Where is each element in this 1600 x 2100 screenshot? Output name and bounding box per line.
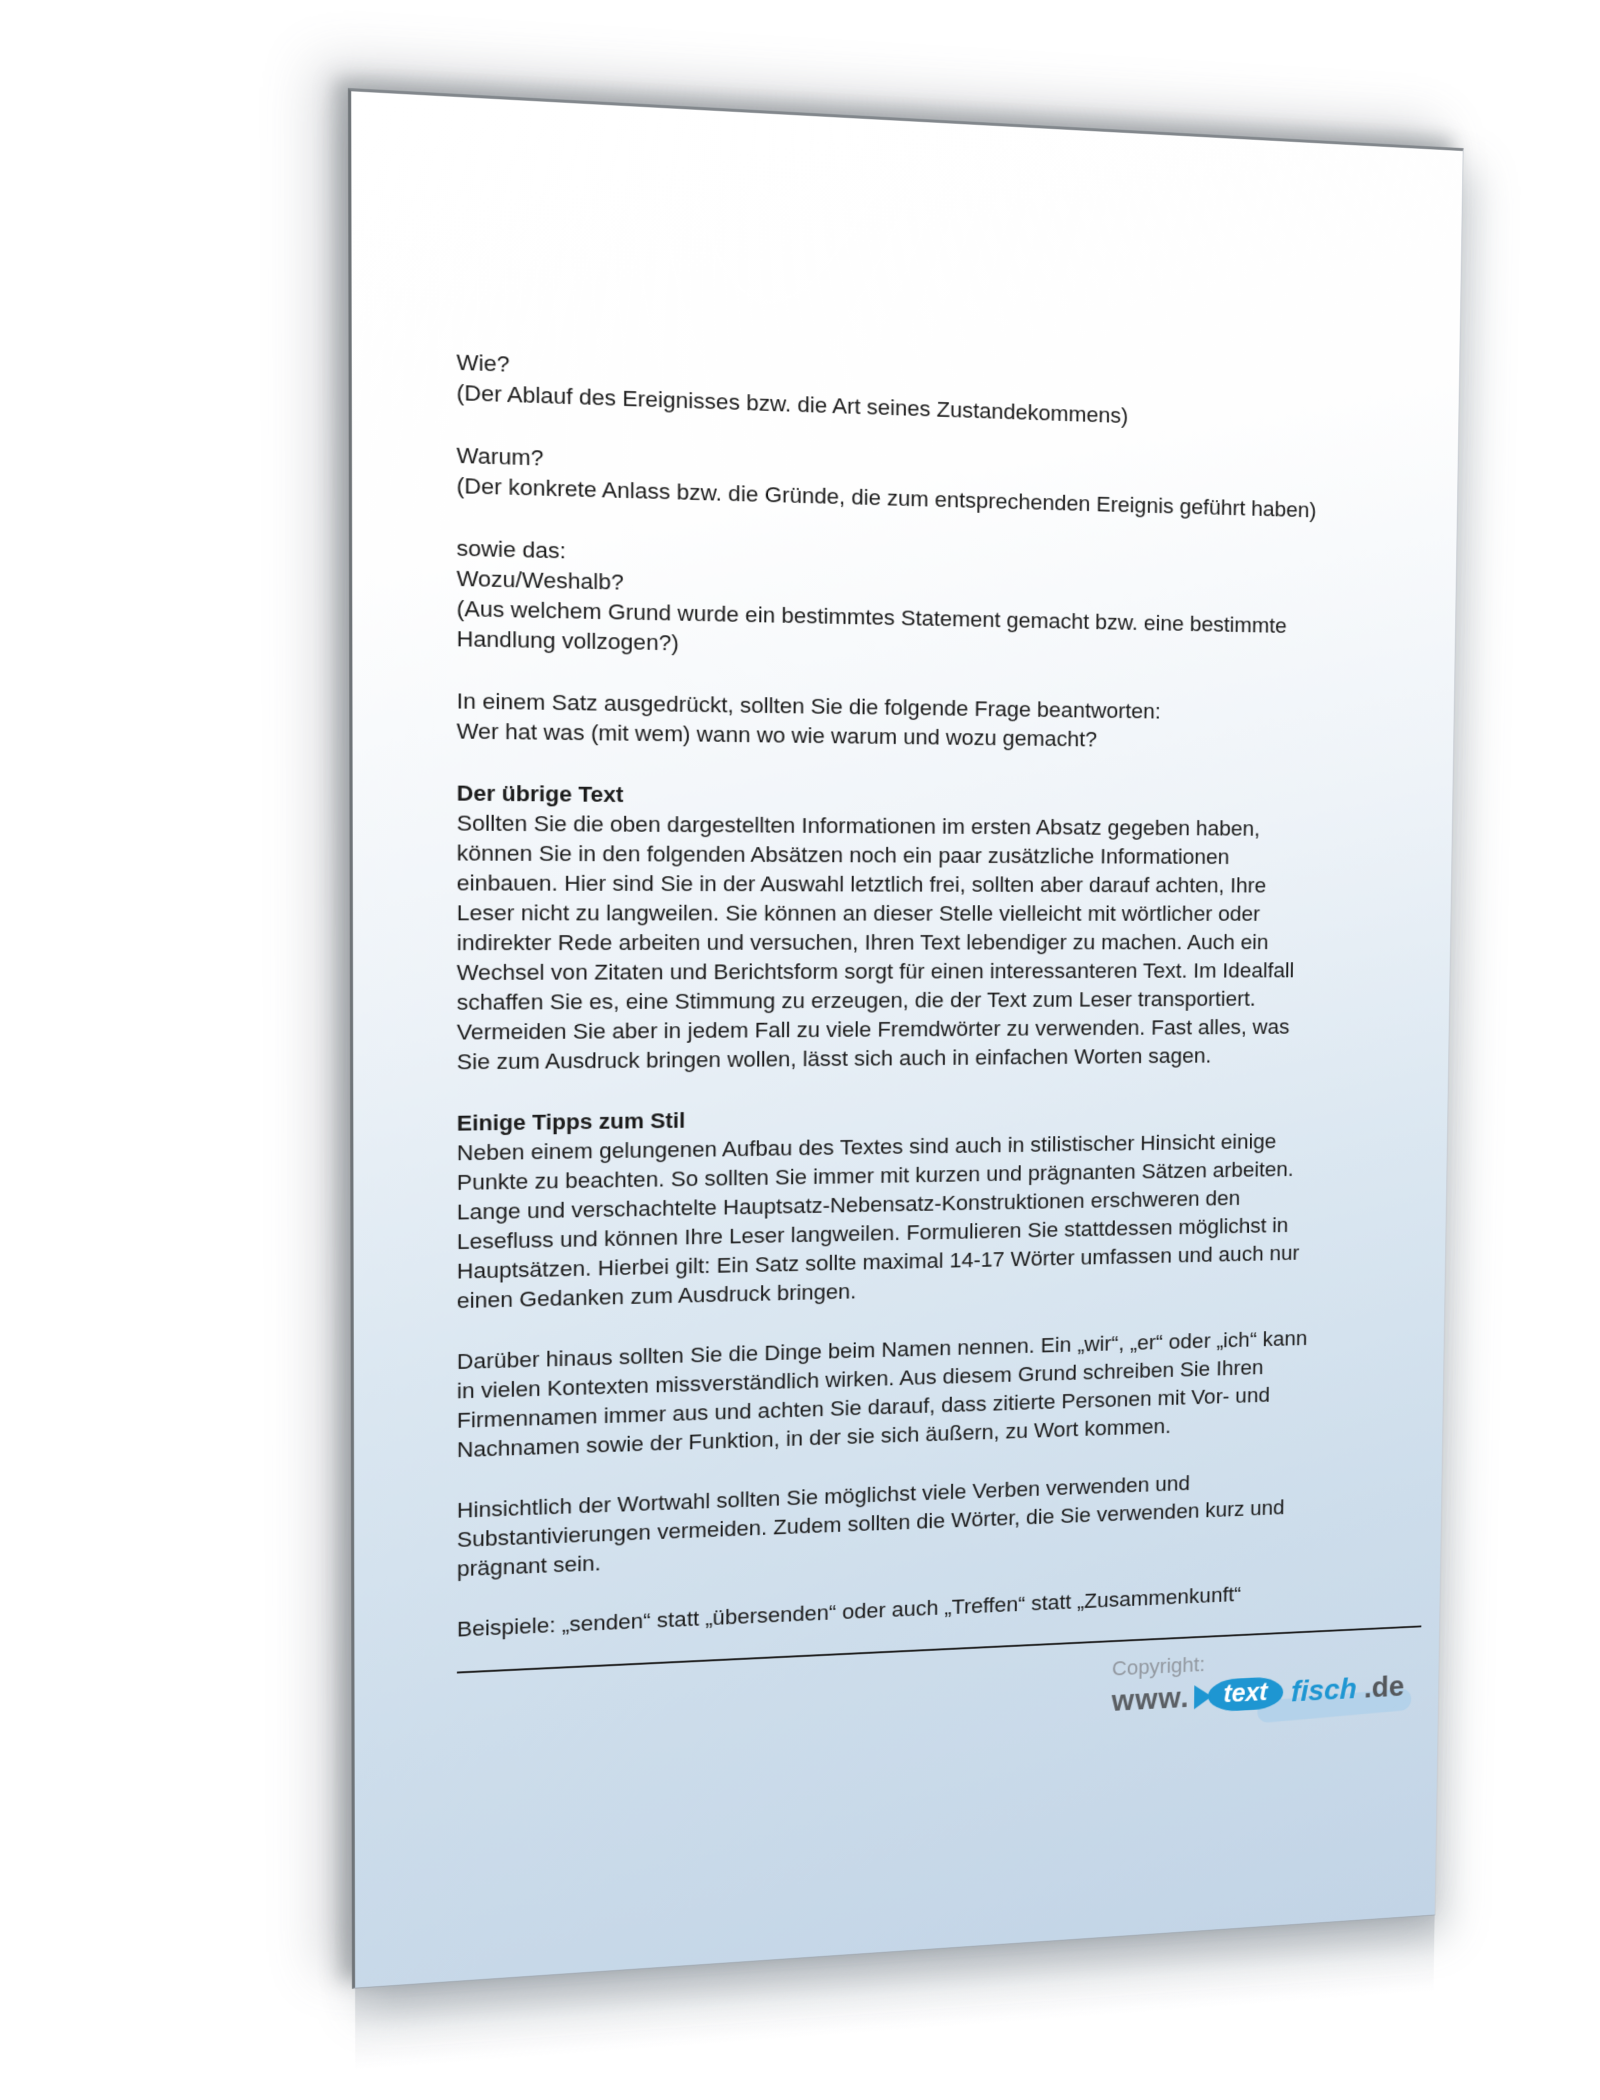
paragraph: Sollten Sie die oben dargestellten Informationen im ersten Absatz gegeben haben, können Sie in den folgenden Absätzen noch ein paar zusätzliche Informationen einbauen. Hier sind Sie in der Auswahl letztlich frei, sollten aber darauf achten, Ihre Leser nicht zu langweilen. Sie können an dieser Stelle vielleicht mit wörtlicher oder indirekter Rede arbeiten und versuchen, Ihren Text lebendiger zu machen. Auch ein Wechsel von Zitaten und Berichtsform sorgt für einen interessanteren Text. Im Idealfall schaffen Sie es, eine Stimmung zu erzeugen, die der Text zum Leser transportiert. Vermeiden Sie aber in jedem Fall zu viele Fremdwörter zu verwenden. Fast alles, was Sie zum Ausdruck bringen wollen, lässt sich auch in einfachen Worten sagen. (456, 810, 1295, 1075)
section-heading: Einige Tipps zum Stil (456, 1108, 686, 1136)
section-heading: Der übrige Text (456, 780, 624, 807)
logo-www-text: www. (1111, 1680, 1190, 1717)
fish-icon-label: text (1223, 1677, 1268, 1708)
document-body (456, 347, 1440, 1644)
paragraph: Neben einem gelungenen Aufbau des Textes sind auch in stilistischer Hinsicht einige Punkte zu beachten. So sollten Sie immer mit kurzen und prägnanten Sätzen arbeiten. Lange und verschachtelte Hauptsatz-Nebensatz-Konstruktionen erschweren den Lesefluss und können Ihre Leser langweilen. Formulieren Sie stattdessen möglichst in Hauptsätzen. Hierbei gilt: Ein Satz sollte maximal 14-17 Wörter umfassen und auch nur einen Gedanken zum Ausdruck bringen. (456, 1129, 1300, 1314)
logo-fisch-text: fisch (1291, 1671, 1358, 1708)
paragraph: Hinsichtlich der Wortwahl sollten Sie möglichst viele Verben verwenden und Substantivierungen vermeiden. Zudem sollten die Wörter, die Sie verwenden kurz und prägnant sein. (456, 1471, 1285, 1582)
paragraph: Wie? (Der Ablauf des Ereignisses bzw. die Art seines Zustandekommens) (456, 349, 1129, 428)
paragraph: Warum? (Der konkrete Anlass bzw. die Gründe, die zum entsprechenden Ereignis geführt haben) (456, 442, 1317, 523)
copyright-label: Copyright: (1111, 1652, 1206, 1681)
paragraph: In einem Satz ausgedrückt, sollten Sie die folgende Frage beantworten: Wer hat was (mit wem) wann wo wie warum und wozu gemacht? (456, 688, 1161, 752)
fish-icon (1208, 1676, 1284, 1712)
paragraph: Beispiele: „senden“ statt „übersenden“ oder auch „Treffen“ statt „Zusammenkunft“ (456, 1582, 1242, 1642)
logo-tld-text: .de (1363, 1669, 1405, 1704)
paragraph: Darüber hinaus sollten Sie die Dinge beim Namen nennen. Ein „wir“, „er“ oder „ich“ kann in vielen Kontexten missverständlich wirken. Aus diesem Grund schreiben Sie Ihren Firmennamen immer aus und achten Sie darauf, dass zitierte Personen mit Vor- und Nachnamen sowie der Funktion, in der sie sich äußern, zu Wort kommen. (456, 1326, 1308, 1463)
page-content (351, 91, 1463, 1757)
footer (1111, 1643, 1405, 1718)
paragraph: sowie das: Wozu/Weshalb? (Aus welchem Grund wurde ein bestimmtes Statement gemacht bzw. eine bestimmte Handlung vollzogen?) (456, 535, 1287, 656)
document-page (348, 88, 1464, 1989)
